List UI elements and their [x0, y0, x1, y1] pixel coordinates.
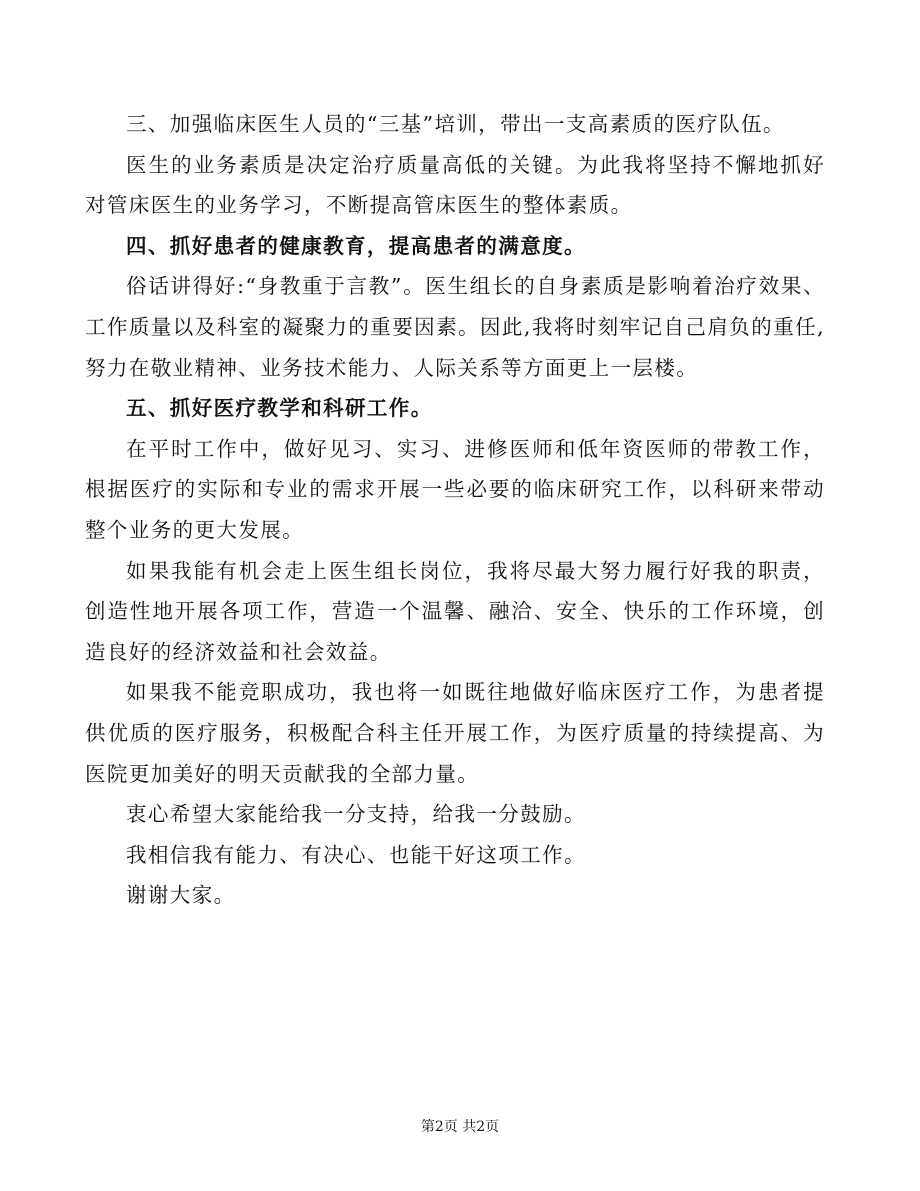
paragraph-heading-five: 五、抓好医疗教学和科研工作。 [126, 396, 433, 421]
paragraph: 我相信我有能力、有决心、也能干好这项工作。 [126, 842, 586, 867]
paragraph: 如果我不能竞职成功，我也将一如既往地做好临床医疗工作，为患者提供优质的医疗服务，积极配合科主任开展工作，为医疗质量的持续提高、为医院更加美好的明天贡献我的全部力量。 [85, 680, 825, 786]
paragraph-heading-four: 四、抓好患者的健康教育，提高患者的满意度。 [126, 233, 586, 258]
page-number-footer: 第2页 共2页 [420, 1119, 500, 1135]
document-body [85, 104, 825, 916]
paragraph: 在平时工作中，做好见习、实习、进修医师和低年资医师的带教工作，根据医疗的实际和专业的需求开展一些必要的临床研究工作，以科研来带动整个业务的更大发展。 [85, 436, 825, 542]
paragraph-closing: 谢谢大家。 [126, 883, 236, 908]
paragraph: 如果我能有机会走上医生组长岗位，我将尽最大努力履行好我的职责，创造性地开展各项工作，营造一个温馨、融洽、安全、快乐的工作环境，创造良好的经济效益和社会效益。 [85, 558, 825, 664]
paragraph: 衷心希望大家能给我一分支持，给我一分鼓励。 [126, 802, 586, 827]
paragraph-heading-three: 三、加强临床医生人员的“三基”培训，带出一支高素质的医疗队伍。 [126, 112, 785, 136]
paragraph: 俗话讲得好:“身教重于言教”。医生组长的自身素质是影响着治疗效果、工作质量以及科室的凝聚力的重要因素。因此,我将时刻牢记自己肩负的重任,努力在敬业精神、业务技术能力、人际关系等方面更上一层楼。 [85, 274, 825, 380]
paragraph: 医生的业务素质是决定治疗质量高低的关键。为此我将坚持不懈地抓好对管床医生的业务学习，不断提高管床医生的整体素质。 [85, 152, 825, 218]
